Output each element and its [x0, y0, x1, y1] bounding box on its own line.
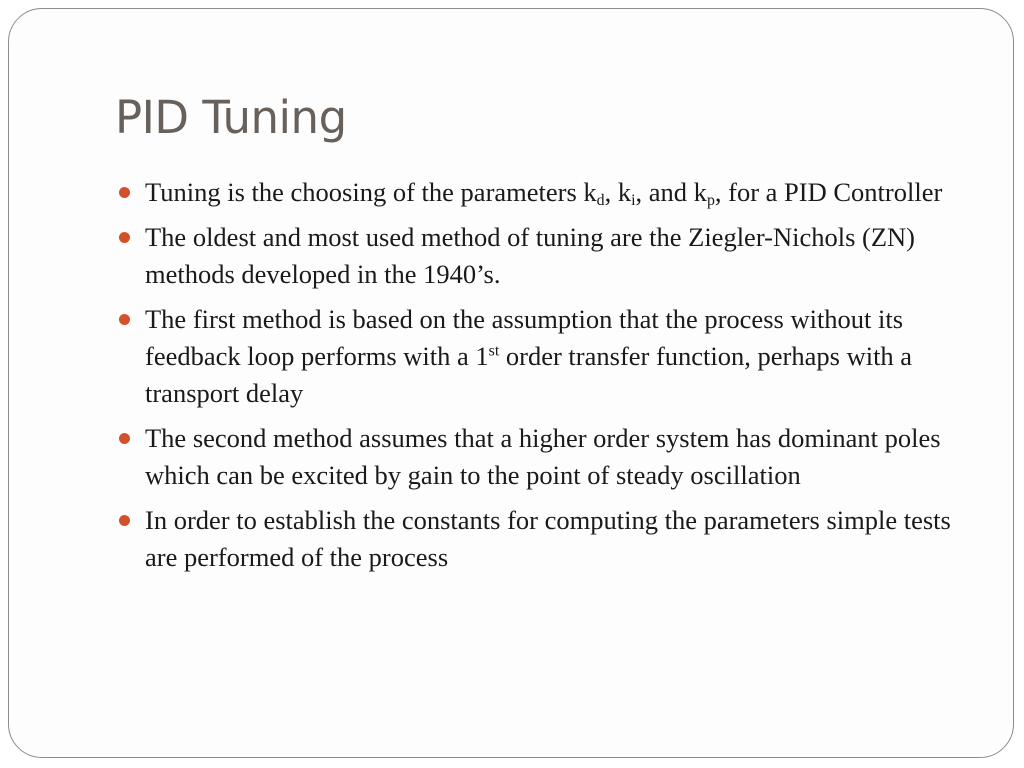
bullet-text: Tuning is the choosing of the parameters k [145, 177, 597, 207]
bullet-text: , for a PID Controller [714, 177, 943, 207]
bullet-text: , and k [635, 177, 707, 207]
bullet-text: The second method assumes that a higher order system has dominant poles which can be excited by gain to the point of steady oscillation [145, 423, 941, 490]
bullet-dot-icon [119, 187, 130, 198]
bullet-list [115, 174, 965, 584]
slide-title: PID Tuning [115, 91, 347, 144]
bullet-text: In order to establish the constants for computing the parameters simple tests are performed of the process [145, 505, 951, 572]
subscript-i: i [631, 191, 636, 209]
slide [8, 8, 1014, 758]
bullet-dot-icon [119, 515, 130, 526]
subscript-p: p [706, 191, 715, 209]
bullet-item-second-method [115, 420, 965, 494]
bullet-dot-icon [119, 232, 130, 243]
bullet-item-simple-tests [115, 502, 965, 576]
superscript-st: st [488, 342, 500, 360]
bullet-dot-icon [119, 433, 130, 444]
bullet-text: , k [604, 177, 632, 207]
bullet-item-ziegler-nichols [115, 219, 965, 293]
subscript-d: d [596, 191, 605, 209]
bullet-item-first-method [115, 301, 965, 412]
bullet-text: The first method is based on the assumption that the process without its feedback loop performs with a 1 [145, 304, 904, 371]
bullet-text: order transfer function, perhaps with a transport delay [145, 341, 913, 408]
bullet-dot-icon [119, 314, 130, 325]
bullet-item-tuning-definition [115, 174, 965, 211]
bullet-text: The oldest and most used method of tuning are the Ziegler-Nichols (ZN) methods developed in the 1940’s. [145, 222, 915, 289]
